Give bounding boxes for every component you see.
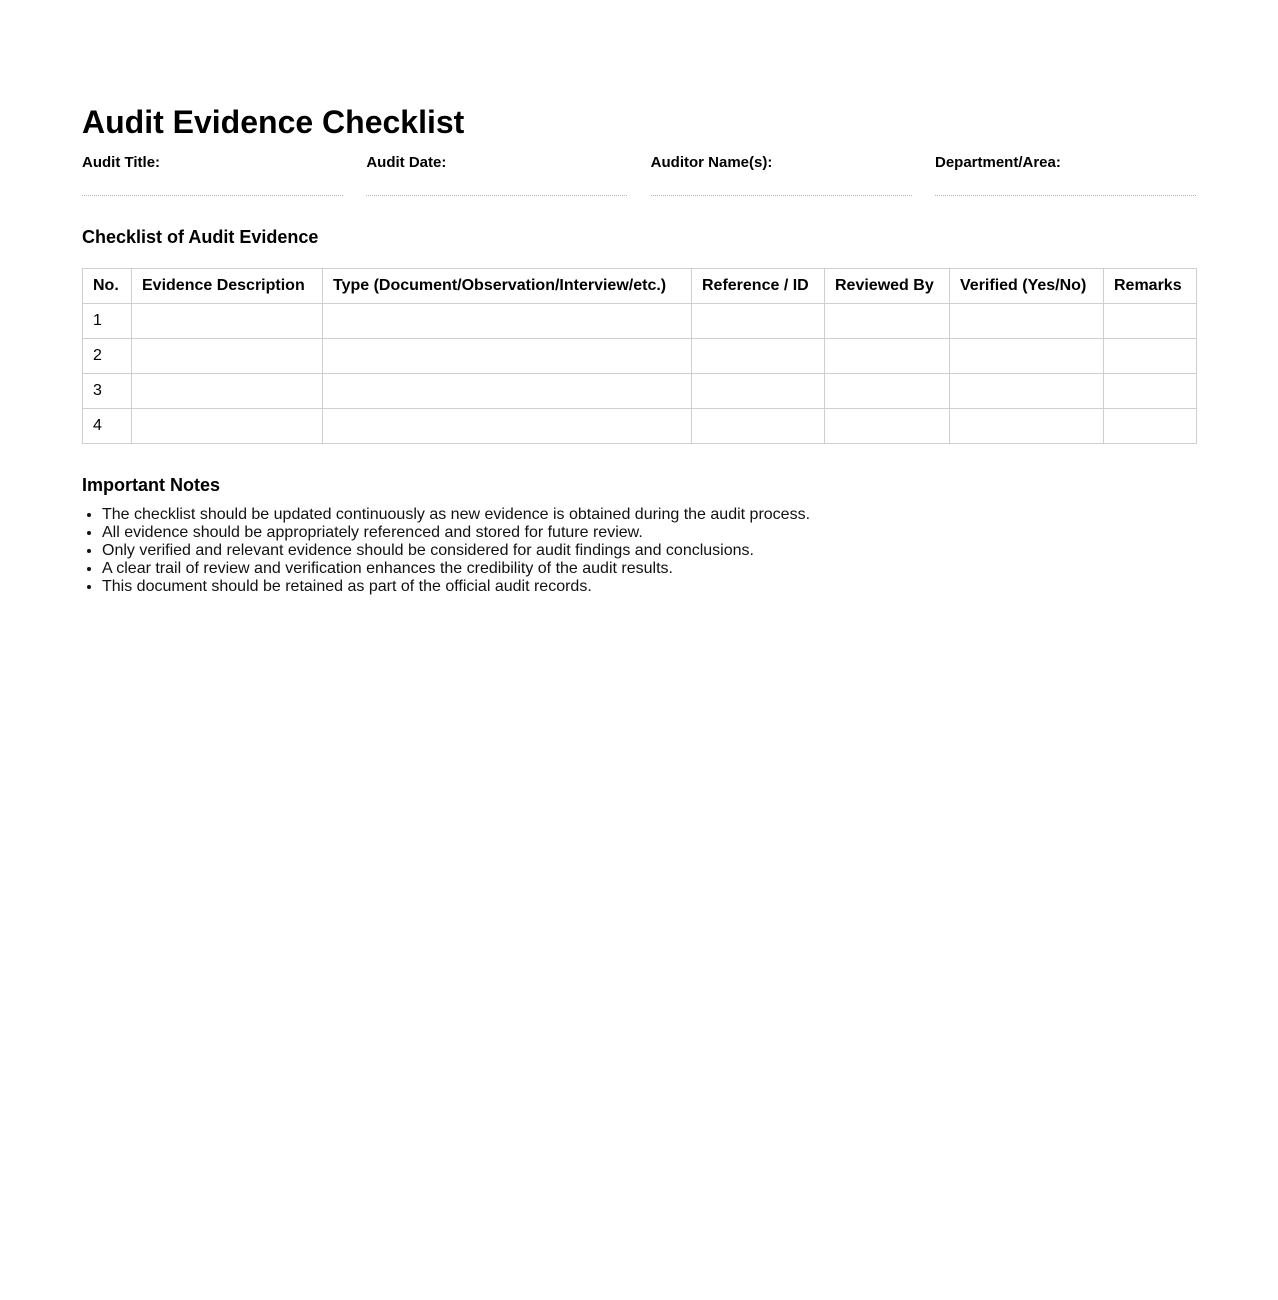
column-header-remarks: Remarks <box>1104 269 1197 304</box>
audit-title-field[interactable] <box>82 154 343 196</box>
notes-list <box>82 506 1196 596</box>
column-header-reference-id: Reference / ID <box>692 269 825 304</box>
table-row <box>83 374 1197 409</box>
audit-info-fields <box>82 154 1196 196</box>
table-row <box>83 304 1197 339</box>
type-cell[interactable] <box>323 409 692 444</box>
evidence-description-cell[interactable] <box>132 304 323 339</box>
verified-cell[interactable] <box>950 409 1104 444</box>
audit-date-field[interactable] <box>366 154 627 196</box>
type-cell[interactable] <box>323 374 692 409</box>
row-number: 4 <box>83 409 132 444</box>
audit-title-line <box>82 195 343 196</box>
auditor-names-line <box>651 195 912 196</box>
table-row <box>83 409 1197 444</box>
column-header-evidence-description: Evidence Description <box>132 269 323 304</box>
department-area-field[interactable] <box>935 154 1196 196</box>
row-number: 2 <box>83 339 132 374</box>
column-header-type: Type (Document/Observation/Interview/etc.) <box>323 269 692 304</box>
reference-id-cell[interactable] <box>692 374 825 409</box>
remarks-cell[interactable] <box>1104 339 1197 374</box>
auditor-names-label: Auditor Name(s): <box>650 154 773 171</box>
verified-cell[interactable] <box>950 374 1104 409</box>
type-cell[interactable] <box>323 339 692 374</box>
auditor-names-field[interactable] <box>651 154 912 196</box>
evidence-description-cell[interactable] <box>132 409 323 444</box>
reference-id-cell[interactable] <box>692 304 825 339</box>
page-title: Audit Evidence Checklist <box>82 104 465 140</box>
list-item: • This document should be retained as part of the official audit records. <box>102 578 1196 596</box>
type-cell[interactable] <box>323 304 692 339</box>
remarks-cell[interactable] <box>1104 409 1197 444</box>
reviewed-by-cell[interactable] <box>825 339 950 374</box>
reference-id-cell[interactable] <box>692 409 825 444</box>
column-header-no: No. <box>83 269 132 304</box>
audit-date-line <box>366 195 627 196</box>
table-header-row <box>83 269 1197 304</box>
evidence-description-cell[interactable] <box>132 374 323 409</box>
column-header-reviewed-by: Reviewed By <box>825 269 950 304</box>
evidence-table <box>82 268 1197 444</box>
reviewed-by-cell[interactable] <box>825 374 950 409</box>
document-page <box>82 100 1196 596</box>
department-area-label: Department/Area: <box>934 154 1061 171</box>
list-item: • Only verified and relevant evidence should be considered for audit findings and conclusions. <box>102 542 1196 560</box>
department-area-line <box>935 195 1196 196</box>
remarks-cell[interactable] <box>1104 374 1197 409</box>
column-header-verified: Verified (Yes/No) <box>950 269 1104 304</box>
list-item: • All evidence should be appropriately referenced and stored for future review. <box>102 524 1196 542</box>
reference-id-cell[interactable] <box>692 339 825 374</box>
list-item: • The checklist should be updated continuously as new evidence is obtained during the audit process. <box>102 506 1196 524</box>
list-item: • A clear trail of review and verification enhances the credibility of the audit results. <box>102 560 1196 578</box>
reviewed-by-cell[interactable] <box>825 409 950 444</box>
row-number: 1 <box>83 304 132 339</box>
verified-cell[interactable] <box>950 339 1104 374</box>
row-number: 3 <box>83 374 132 409</box>
important-notes-heading: Important Notes <box>82 475 221 495</box>
audit-date-label: Audit Date: <box>366 154 447 171</box>
checklist-heading: Checklist of Audit Evidence <box>82 227 319 247</box>
reviewed-by-cell[interactable] <box>825 304 950 339</box>
verified-cell[interactable] <box>950 304 1104 339</box>
table-row <box>83 339 1197 374</box>
audit-title-label: Audit Title: <box>82 154 161 171</box>
remarks-cell[interactable] <box>1104 304 1197 339</box>
evidence-description-cell[interactable] <box>132 339 323 374</box>
